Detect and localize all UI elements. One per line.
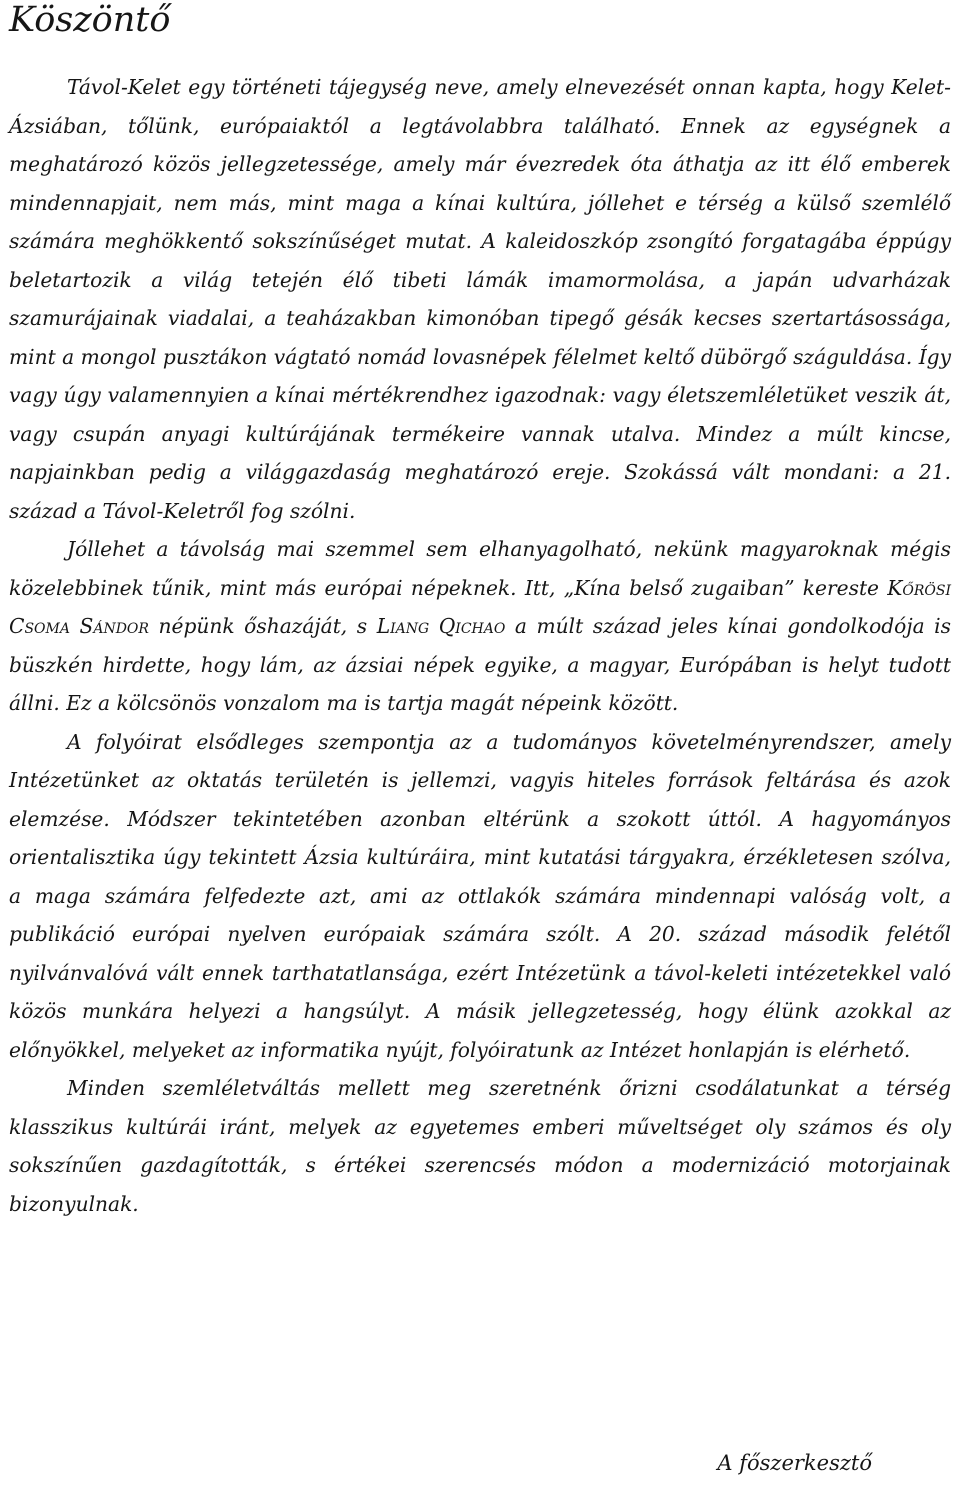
paragraph-2-text-part-2: népünk őshazáját, s [148,614,377,638]
document-body [9,68,951,1223]
person-name-korosi-csoma-sandor: Kőrösi Csoma Sándor [9,575,951,638]
paragraph-2 [9,530,951,723]
page-title: Köszöntő [9,0,171,40]
paragraph-4-text: Minden szemléletváltás mellett meg szeretnénk őrizni csodálatunkat a térség klasszikus kultúrái iránt, melyek az egyetemes emberi műveltséget oly számos és oly sokszínűen gazdagították, s értékei szerencsés módon a modernizáció motorjainak bizonyulnak. [9,1076,951,1216]
paragraph-4 [9,1069,951,1223]
paragraph-1 [9,68,951,530]
paragraph-3 [9,723,951,1070]
paragraph-1-text: Távol-Kelet egy történeti tájegység neve, amely elnevezését onnan kapta, hogy Kelet-Ázsiában, tőlünk, európaiaktól a legtávolabbra található. Ennek az egységnek a meghatározó közös jellegzetessége, amely már évezredek óta áthatja az itt élő emberek mindennapjait, nem más, mint maga a kínai kultúra, jóllehet e térség a külső szemlélő számára meghökkentő sokszínűséget mutat. A kaleidoszkóp zsongító forgatagába éppúgy beletartozik a világ tetején élő tibeti lámák imamormolása, a japán udvarházak szamurájainak viadalai, a teaházakban kimonóban tipegő gésák kecses szertartásossága, mint a mongol pusztákon vágtató nomád lovasnépek félelmet keltő dübörgő száguldása. Így vagy úgy valamennyien a kínai mértékrendhez igazodnak: vagy életszemléletüket veszik át, vagy csupán anyagi kultúrájának termékeire vannak utalva. Mindez a múlt kincse, napjainkban pedig a világgazdaság meghatározó ereje. Szokássá vált mondani: a 21. század a Távol-Keletről fog szólni. [9,75,951,523]
paragraph-3-text: A folyóirat elsődleges szempontja az a tudományos követelményrendszer, amely Intézetünket az oktatás területén is jellemzi, vagyis hiteles források feltárása és azok elemzése. Módszer tekintetében azonban eltérünk a szokott úttól. A hagyományos orientalisztika úgy tekintett Ázsia kultúráira, mint kutatási tárgyakra, érzékletesen szólva, a maga számára felfedezte azt, ami az ottlakók számára mindennapi valóság volt, a publikáció európai nyelven európaiak számára szólt. A 20. század második felétől nyilvánvalóvá vált ennek tarthatatlansága, ezért Intézetünk a távol-keleti intézetekkel való közös munkára helyezi a hangsúlyt. A másik jellegzetesség, hogy élünk azokkal az előnyökkel, melyeket az informatika nyújt, folyóiratunk az Intézet honlapján is elérhető. [9,729,951,1062]
signature: A főszerkesztő [717,1451,872,1475]
paragraph-2-text-part-3: a múlt század jeles kínai gondolkodója is büszkén hirdette, hogy lám, az ázsiai népek egyike, a magyar, Európában is helyt tudott állni. Ez a kölcsönös vonzalom ma is tartja magát népeink között. [9,614,951,715]
person-name-liang-qichao: Liang Qichao [376,614,506,638]
paragraph-2-text-part-1: Jóllehet a távolság mai szemmel sem elhanyagolható, nekünk magyaroknak mégis közelebbinek tűnik, mint más európai népeknek. Itt, „Kína belső zugaiban” kereste [9,537,951,600]
